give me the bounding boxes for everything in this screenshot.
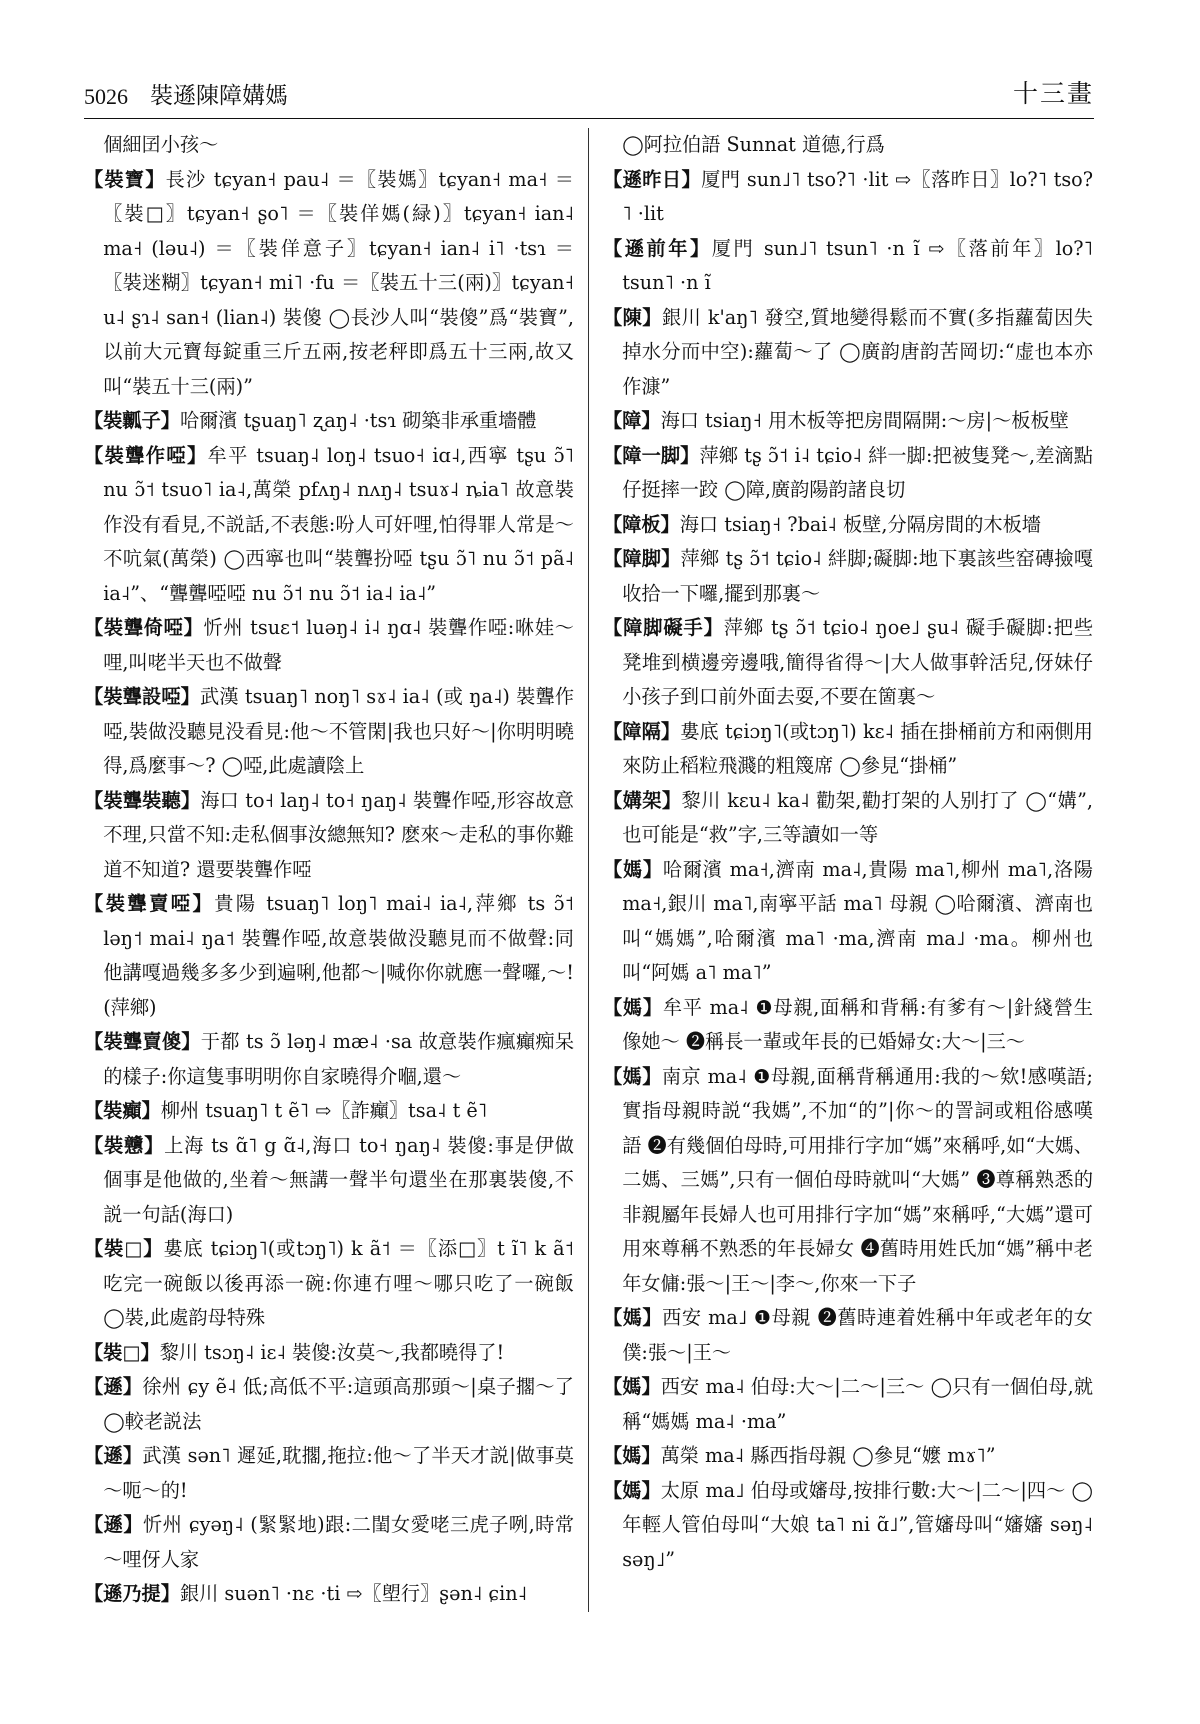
entry-headword: 【媽】: [603, 1444, 661, 1467]
dictionary-entry: [603, 715, 1093, 784]
entry-definition: 長沙 tɕyan˧ pau˨ ＝〖裝媽〗tɕyan˧ ma˧ ＝〖裝□〗tɕyan˧ ʂo˥ ＝〖裝佯媽(緑)〗tɕyan˧ ian˨ ma˧ (ləu˨) ＝〖裝佯意子〗tɕyan˧ ian˨ i˥ ·tsɿ ＝〖裝迷糊〗tɕyan˧ mi˥ ·fu ＝〖裝五十三(兩)〗tɕyan˧ u˨ ʂɿ˨ san˧ (lian˨) 裝傻 ◯長沙人叫“裝傻”爲“裝寶”,以前大元寶每錠重三斤五兩,按老秤即爲五十三兩,故又叫“裝五十三(兩)”: [103, 167, 574, 398]
entry-definition: 萬榮 ma˨ 縣西指母親 ◯參見“嬤 mɤ˥”: [660, 1444, 996, 1467]
continuation-text: 個細囝小孩～: [103, 133, 219, 156]
dictionary-entry: [84, 1439, 574, 1508]
entry-headword: 【裝□】: [84, 1340, 160, 1364]
dictionary-entry: [603, 1370, 1093, 1439]
entry-definition: 萍鄉 tʂ ɔ̃˦ tɕio˨ 絆脚;礙脚:地下裏該些窑磚撿嘎收拾一下囉,擺到那裏～: [622, 547, 1093, 605]
entry-definition: 婁底 tɕiɔŋ˥(或tɔŋ˥) k ã˦ ＝〖添□〗t ĩ˥ k ã˦ 吃完一碗飯以後再添一碗:你連冇哩～哪只吃了一碗飯 ◯裝,此處韵母特殊: [103, 1237, 574, 1329]
entry-headword: 【裝聾賣傻】: [84, 1030, 201, 1053]
entry-headword: 【遜】: [84, 1513, 143, 1536]
left-column: [84, 128, 589, 1612]
dictionary-entry: [603, 232, 1093, 301]
entry-definition: 海口 tsiaŋ˧ ?bai˨ 板壁,分隔房間的木板墻: [679, 512, 1041, 536]
entry-definition: 黎川 kɛu˨ ka˨ 勸架,勸打架的人别打了 ◯“媾”,也可能是“救”字,三等讀如一等: [622, 788, 1093, 846]
dictionary-entry: [84, 611, 574, 680]
entry-definition: 哈爾濱 tʂuaŋ˥ ʐaŋ˨ ·tsɿ 砌築非承重墻體: [179, 409, 537, 432]
entry-headword: 【障隔】: [603, 719, 681, 743]
entry-definition: 厦門 sun˩˥ tsun˥ ·n ĩ ⇨〖落前年〗lo?˥ tsun˥ ·n ĩ: [622, 236, 1093, 294]
entry-headword: 【裝聾設啞】: [84, 685, 200, 708]
section-label: 十三畫: [1012, 79, 1094, 108]
header-left: [84, 77, 288, 110]
dictionary-entry: [84, 887, 574, 1025]
entry-headword: 【遜昨日】: [603, 167, 702, 191]
entry-headword: 【裝□】: [84, 1237, 164, 1260]
dictionary-entry: [603, 611, 1093, 715]
entry-definition: 牟平 tsuaŋ˨ loŋ˨ tsuo˧ iɑ˨,西寧 tʂu ɔ̃˥ nu ɔ̃˦ tsuo˥ ia˨,萬榮 pfʌŋ˨ nʌŋ˨ tsuɤ˨ ȵia˥ 故意裝作没有看見,不説話,不表態:吩人可奸哩,怕得罪人常是～不吭氣(萬榮) ◯西寧也叫“裝聾扮啞 tʂu ɔ̃˥ nu ɔ̃˦ pã˨ ia˨”、“聾聾啞啞 nu ɔ̃˦ nu ɔ̃˦ ia˨ ia˨”: [103, 443, 575, 605]
dictionary-entry: [84, 1232, 574, 1336]
entry-headword: 【障一脚】: [603, 443, 700, 467]
entry-definition: 萍鄉 tʂ ɔ̃˦ tɕio˨ ŋoe˩ ʂu˨ 礙手礙脚:把些凳堆到横邊旁邊哦,簡得省得～|大人做事幹活兒,伢妹仔小孩子到口前外面去耍,不要在箇裏～: [622, 616, 1093, 708]
dictionary-entry: [84, 784, 574, 888]
entry-headword: 【裝戇】: [84, 1133, 165, 1157]
entry-definition: 上海 ts ɑ̃˥ g ɑ̃˨,海口 to˧ ŋaŋ˨ 裝傻:事是伊做個事是他做的,坐着～無講一聲半句還坐在那裏裝傻,不説一句話(海口): [103, 1133, 574, 1226]
entry-definition: 牟平 ma˨ ❶母親,面稱和背稱:有爹有～|針綫營生像她～ ❷稱長一輩或年長的已婚婦女:大～|三～: [622, 995, 1093, 1053]
entry-definition: 西安 ma˩ ❶母親 ❷舊時連着姓稱中年或老年的女僕:張～|王～: [622, 1306, 1093, 1364]
entry-headword: 【裝聾倚啞】: [84, 616, 204, 639]
entry-headword: 【裝瓤子】: [84, 409, 180, 432]
page-number: 5026: [84, 84, 128, 109]
entry-headword: 【裝聾賣啞】: [84, 892, 215, 915]
entry-definition: 萍鄉 tʂ ɔ̃˦ i˨ tɕio˨ 絆一脚:把被隻凳～,差滴點仔挺摔一跤 ◯障,廣韵陽韵諸良切: [622, 443, 1093, 501]
entry-headword: 【障脚礙手】: [603, 616, 724, 639]
entry-headword: 【遜乃提】: [84, 1582, 180, 1605]
entry-definition: 哈爾濱 ma˧,濟南 ma˨,貴陽 ma˥,柳州 ma˥,洛陽 ma˧,銀川 ma˥,南寧平話 ma˥ 母親 ◯哈爾濱、濟南也叫“媽媽”,哈爾濱 ma˥ ·ma,濟南 ma˩ ·ma。柳州也叫“阿媽 a˥ ma˥”: [622, 857, 1093, 984]
dictionary-entry: [603, 853, 1093, 991]
dictionary-entry: [84, 163, 574, 405]
entry-headword: 【媽】: [603, 995, 663, 1019]
dictionary-entry: [84, 680, 574, 784]
entry-headword: 【裝癲】: [84, 1099, 161, 1122]
dictionary-entry: [603, 439, 1093, 508]
entry-headword: 【遜】: [84, 1444, 143, 1467]
entry-definition: 貴陽 tsuaŋ˥ loŋ˥ mai˨ ia˨,萍鄉 ts ɔ̃˦ ləŋ˦ mai˨ ŋa˦ 裝聾作啞,故意裝做没聽見而不做聲:同他講嘎過幾多多少到遍唎,他都～|喊你你就應一聲囉,～!(萍鄉): [103, 892, 574, 1019]
entry-definition: 忻州 tsuɛ˦ luəŋ˨ i˨ ŋɑ˨ 裝聾作啞:咻娃～哩,叫咾半天也不做聲: [103, 616, 574, 674]
entry-definition: 徐州 ɕy ẽ˨ 低;高低不平:這頭高那頭～|桌子擱～了 ◯較老説法: [103, 1375, 574, 1433]
entry-headword: 【媾架】: [603, 788, 682, 812]
entry-definition: 海口 tsiaŋ˧ 用木板等把房間隔開:～房|～板板壁: [660, 409, 1069, 432]
dictionary-entry: [603, 991, 1093, 1060]
entry-definition: 武漢 sən˥ 遲延,耽擱,拖拉:他～了半天才説|做事莫～呃～的!: [103, 1444, 574, 1502]
entry-headword: 【媽】: [603, 1064, 662, 1088]
dictionary-entry: [603, 1060, 1093, 1302]
entry-definition: 銀川 k'aŋ˥ 發空,質地變得鬆而不實(多指蘿蔔因失掉水分而中空):蘿蔔～了 ◯廣韵唐韵苦岡切:“虚也本亦作漮”: [622, 305, 1093, 398]
header-title-characters: 裝遜陳障媾媽: [150, 83, 288, 109]
dictionary-entry: [603, 1439, 1093, 1474]
entry-definition: 武漢 tsuaŋ˥ noŋ˥ sɤ˨ ia˨ (或 ŋa˨) 裝聾作啞,裝做没聽見没看見:他～不管閑|我也只好～|你明明曉得,爲麼事～? ◯啞,此處讀陰上: [103, 685, 575, 777]
entry-definition: 西安 ma˨ 伯母:大～|二～|三～ ◯只有一個伯母,就稱“媽媽 ma˨ ·ma”: [622, 1375, 1093, 1433]
dictionary-entry: [84, 1129, 574, 1233]
entry-definition: 海口 to˧ laŋ˨ to˧ ŋaŋ˨ 裝聾作啞,形容故意不理,只當不知:走私個事汝總無知? 麽來～走私的事你難道不知道? 還要裝聾作啞: [103, 788, 574, 881]
entry-headword: 【裝聾作啞】: [84, 443, 208, 467]
dictionary-entry: [603, 404, 1093, 439]
entry-definition: 太原 ma˩ 伯母或嬸母,按排行數:大～|二～|四～ ◯年輕人管伯母叫“大娘 ta˥ ni ɑ̃˩”,管嬸母叫“嬸嬸 səŋ˨ səŋ˩”: [622, 1478, 1093, 1571]
dictionary-entry: [603, 1474, 1093, 1578]
continuation-text: ◯阿拉伯語 Sunnat 道德,行爲: [622, 133, 885, 156]
dictionary-entry: [603, 542, 1093, 611]
entry-headword: 【裝聾裝聽】: [84, 788, 201, 812]
dictionary-entry: [84, 1025, 574, 1094]
entry-definition: 忻州 ɕyəŋ˨ (緊緊地)跟:二閨女愛咾三虎子咧,時常～哩伢人家: [103, 1513, 575, 1571]
dictionary-entry: [603, 1301, 1093, 1370]
text-columns: [84, 128, 1094, 1612]
entry-definition: 黎川 tsɔŋ˨ iɛ˨ 裝傻:汝莫～,我都曉得了!: [159, 1340, 505, 1364]
entry-definition: 柳州 tsuaŋ˥ t ẽ˥ ⇨〖詐癲〗tsa˨ t ẽ˥: [160, 1099, 488, 1122]
right-column: [589, 128, 1093, 1612]
entry-headword: 【障】: [603, 409, 661, 432]
dictionary-entry: [84, 1336, 574, 1371]
entry-headword: 【障板】: [603, 512, 680, 536]
dictionary-entry: [84, 1094, 574, 1129]
entry-headword: 【媽】: [603, 1478, 661, 1502]
dictionary-entry: [603, 508, 1093, 543]
dictionary-entry: [603, 784, 1093, 853]
entry-definition: 南京 ma˨ ❶母親,面稱背稱通用:我的～欸!感嘆語;實指母親時説“我媽”,不加“的”|你～的詈詞或粗俗感嘆語 ❷有幾個伯母時,可用排行字加“媽”來稱呼,如“大媽、二媽、三媽”,只有一個伯母時就叫“大媽” ❸尊稱熟悉的非親屬年長婦人也可用排行字加“媽”來稱呼,“大媽”還可用來尊稱不熟悉的年長婦女 ❹舊時用姓氏加“媽”稱中老年女傭:張～|王～|李～,你來一下子: [622, 1064, 1093, 1295]
entry-definition: 厦門 sun˩˥ tso?˥ ·lit ⇨〖落昨日〗lo?˥ tso?˥ ·lit: [622, 167, 1093, 225]
dictionary-entry: [84, 439, 574, 612]
dictionary-entry: [84, 1370, 574, 1439]
entry-definition: 婁底 tɕiɔŋ˥(或tɔŋ˥) kɛ˨ 插在掛桶前方和兩側用來防止稻粒飛濺的粗篾席 ◯參見“掛桶”: [622, 719, 1093, 777]
entry-headword: 【媽】: [603, 857, 663, 881]
entry-headword: 【障脚】: [603, 547, 681, 570]
entry-headword: 【媽】: [603, 1375, 661, 1398]
entry-headword: 【媽】: [603, 1306, 663, 1329]
dictionary-entry: [84, 1577, 574, 1612]
entry-definition: 銀川 suən˥ ·nɛ ·ti ⇨〖塱行〗ʂən˨ ɕin˨: [179, 1582, 528, 1605]
dictionary-entry: [603, 301, 1093, 405]
entry-headword: 【裝寶】: [84, 167, 166, 191]
page-header: [84, 70, 1094, 119]
dictionary-entry: [84, 404, 574, 439]
dictionary-entry: [84, 1508, 574, 1577]
entry-definition: 于都 ts ɔ̃ ləŋ˨ mæ˨ ·sa 故意裝作瘋癲痴呆的樣子:你這隻事明明你自家曉得介嗰,還～: [103, 1030, 575, 1088]
dictionary-entry: [603, 163, 1093, 232]
entry-headword: 【遜】: [84, 1375, 143, 1398]
entry-headword: 【陳】: [603, 305, 662, 329]
entry-headword: 【遜前年】: [603, 236, 712, 260]
